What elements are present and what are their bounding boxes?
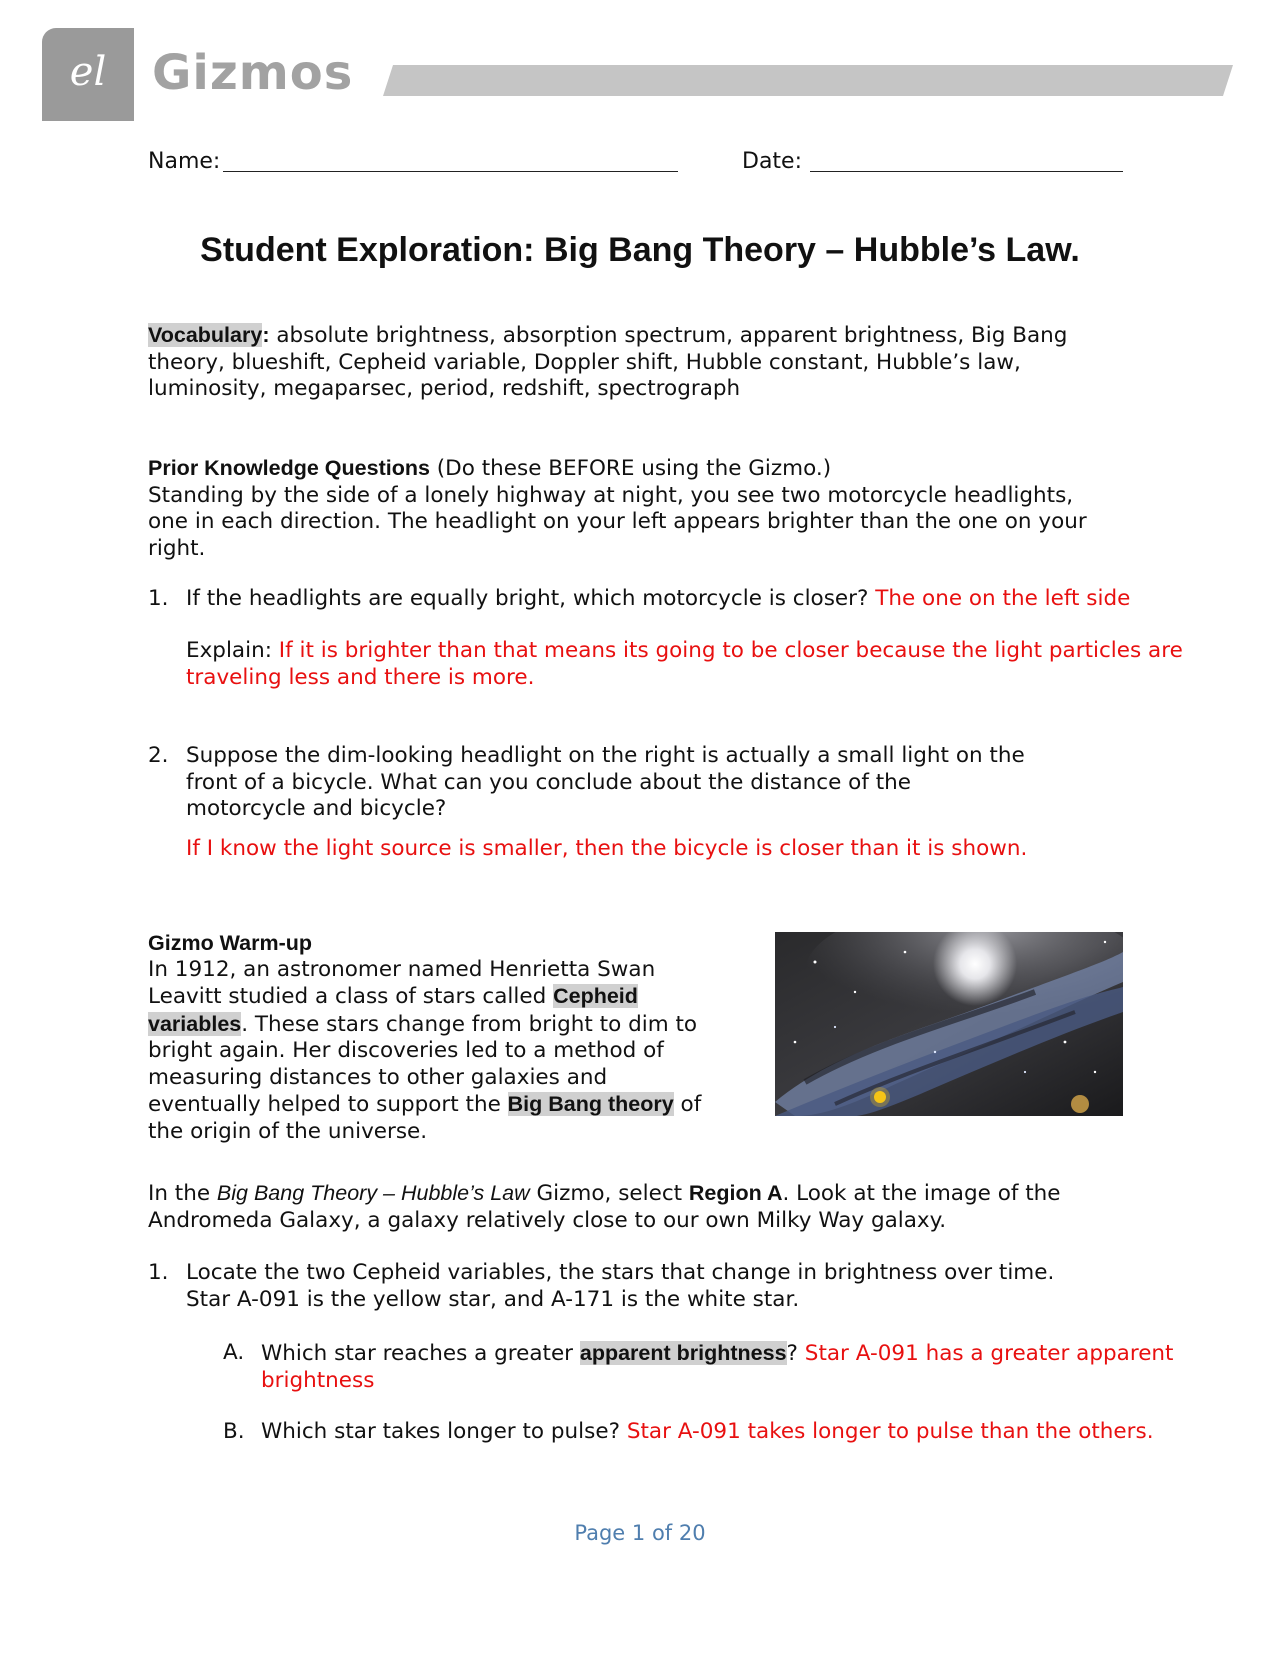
header-bar bbox=[383, 65, 1233, 96]
date-label: Date: bbox=[742, 149, 802, 174]
logo-mark: el bbox=[69, 49, 107, 95]
vocabulary-label: Vocabulary bbox=[148, 323, 263, 347]
gizmo-name: Big Bang Theory – Hubble’s Law bbox=[216, 1181, 530, 1205]
term-cepheid-variables: Cepheid variables bbox=[148, 984, 638, 1036]
warmup-heading: Gizmo Warm-up bbox=[148, 931, 313, 955]
warmup-q1-number: 1. bbox=[148, 1260, 169, 1285]
prior-heading: Prior Knowledge Questions bbox=[148, 456, 430, 480]
warmup-qb-question: Which star takes longer to pulse? bbox=[261, 1419, 627, 1444]
date-line[interactable] bbox=[810, 171, 1123, 172]
warmup-paragraph-2 bbox=[148, 1180, 1098, 1234]
warmup-qa-answer[interactable]: Star A-091 has a greater apparent brightness bbox=[261, 1341, 1174, 1393]
warmup-qb bbox=[261, 1419, 1251, 1446]
prior-knowledge-section bbox=[148, 455, 1088, 562]
prior-q1 bbox=[186, 586, 1206, 613]
prior-note: (Do these BEFORE using the Gizmo.) bbox=[429, 456, 832, 481]
prior-q2-answer[interactable]: If I know the light source is smaller, then the bicycle is closer than it is shown. bbox=[186, 836, 1028, 861]
vocabulary-colon: : bbox=[262, 323, 270, 347]
prior-q1-number: 1. bbox=[148, 586, 169, 611]
term-apparent-brightness: apparent brightness bbox=[579, 1341, 787, 1365]
page-number: Page 1 of 20 bbox=[574, 1521, 706, 1545]
warmup-qb-answer[interactable]: Star A-091 takes longer to pulse than the others. bbox=[626, 1419, 1154, 1444]
prior-q2-number: 2. bbox=[148, 743, 169, 768]
warmup-p1-text-a: In 1912, an astronomer named Henrietta Swan Leavitt studied a class of stars called bbox=[148, 956, 656, 1009]
prior-q1-answer[interactable]: The one on the left side bbox=[875, 586, 1131, 611]
name-line[interactable] bbox=[223, 171, 678, 172]
warmup-p1-text-c: of the origin of the universe. bbox=[148, 1092, 702, 1144]
brand-name: Gizmos bbox=[152, 45, 354, 101]
prior-q2-question: Suppose the dim-looking headlight on the right is actually a small light on the front of a bicycle. What can you conclude about the distance of the motorcycle and bicycle? bbox=[186, 743, 1025, 821]
warmup-qa-question: Which star reaches a greater bbox=[261, 1341, 580, 1366]
warmup-p2-text-c: . Look at the image of the Andromeda Galaxy, a galaxy relatively close to our own Milky Way galaxy. bbox=[148, 1181, 1061, 1233]
warmup-q1-text: Locate the two Cepheid variables, the stars that change in brightness over time. Star A-091 is the yellow star, and A-171 is the white star. bbox=[186, 1260, 1055, 1312]
term-big-bang-theory: Big Bang theory bbox=[507, 1092, 674, 1116]
warmup-qa-question-end: ? bbox=[786, 1341, 805, 1366]
andromeda-galaxy-image bbox=[775, 932, 1123, 1116]
warmup-section bbox=[148, 930, 713, 1145]
prior-q1-explain-label: Explain: bbox=[186, 638, 279, 663]
warmup-qa bbox=[261, 1340, 1181, 1394]
warmup-p2-text-a: In the bbox=[148, 1181, 217, 1206]
vocabulary-text: absolute brightness, absorption spectrum, apparent brightness, Big Bang theory, blueshift, Cepheid variable, Doppler shift, Hubble constant, Hubble’s law, luminosity, megaparsec, period, redshift, spectrograph bbox=[148, 323, 1068, 401]
prior-q1-question: If the headlights are equally bright, which motorcycle is closer? bbox=[186, 586, 876, 611]
warmup-p2-text-b: Gizmo, select bbox=[529, 1181, 689, 1206]
warmup-qa-letter: A. bbox=[223, 1340, 245, 1365]
prior-q1-explain-answer[interactable]: If it is brighter than that means its going to be closer because the light particles are traveling less and there is more. bbox=[186, 638, 1183, 690]
page-title: Student Exploration: Big Bang Theory – Hubble’s Law. bbox=[200, 231, 1080, 269]
prior-heading-line bbox=[148, 455, 1088, 483]
region-a-label: Region A bbox=[688, 1181, 783, 1205]
prior-intro: Standing by the side of a lonely highway at night, you see two motorcycle headlights, one in each direction. The headlight on your left appears brighter than the one on your right. bbox=[148, 482, 1087, 561]
warmup-paragraph-1 bbox=[148, 957, 713, 1146]
warmup-qb-letter: B. bbox=[223, 1419, 245, 1444]
vocabulary-paragraph bbox=[148, 322, 1088, 403]
name-label: Name: bbox=[148, 149, 221, 174]
prior-q1-explain bbox=[186, 638, 1206, 691]
warmup-p1-text-b: . These stars change from bright to dim to bright again. Her discoveries led to a method of measuring distances to other galaxies and eventually helped to support the bbox=[148, 1011, 698, 1117]
